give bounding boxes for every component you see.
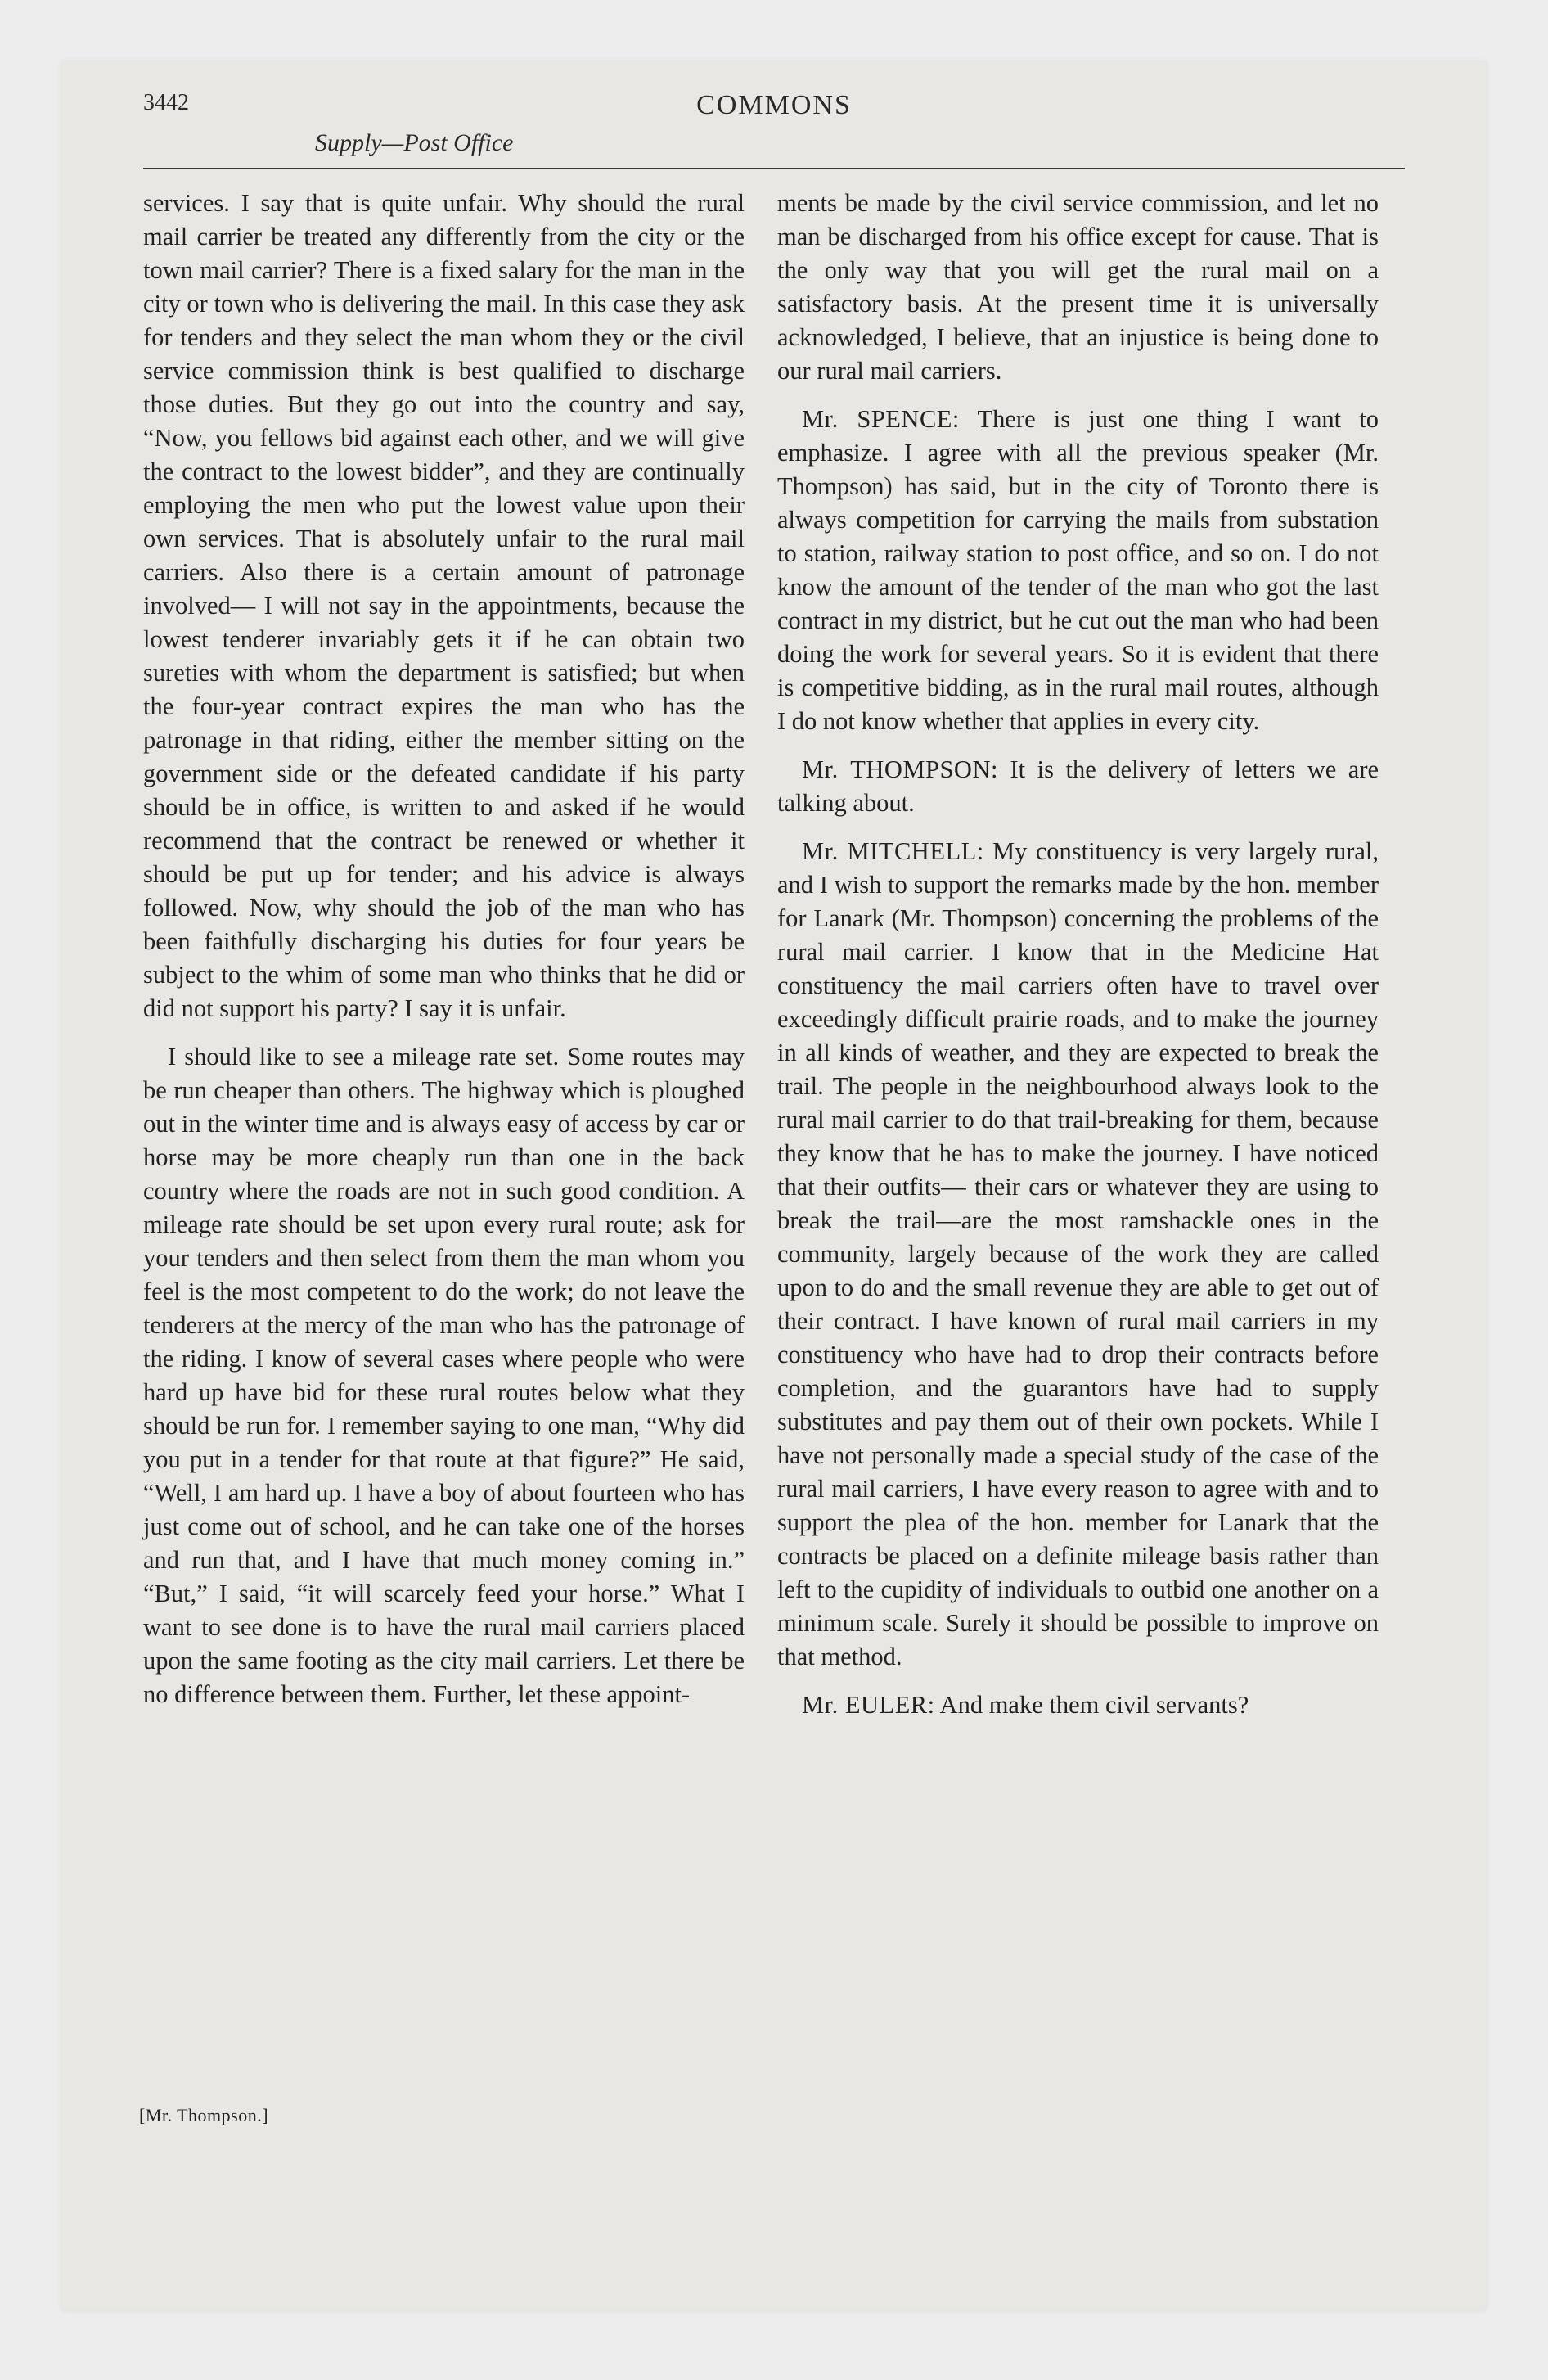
speech-text: My constituency is very largely rural, and I wish to support the remarks made by the hon. member for Lanark (Mr. Thompson) concerning the problems of the rural mail carrier. I know that in the Medicine Hat constituency the mail carriers often have to travel over exceedingly difficult prairie roads, and to make the journey in all kinds of weather, and they are expected to break the trail. The people in the neighbourhood always look to the rural mail carrier to do that trail-breaking for them, because they know that he has to make the journey. I have noticed that their outfits— their cars or whatever they are using to break the trail—are the most ramshackle ones in the community, largely because of the work they are called upon to do and the small revenue they are able to get out of their contract. I have known of rural mail carriers in my constituency who have had to drop their contracts before completion, and the guarantors have had to supply substitutes and pay them out of their own pockets. While I have not personally made a special study of the case of the rural mail carriers, I have every reason to agree with and to support the plea of the hon. member for Lanark that the contracts be placed on a definite mileage basis rather than left to the cupidity of individuals to outbid one another on a minimum scale. Surely it should be possible to improve on that method. [777, 837, 1379, 1670]
page-number: 3442 [143, 90, 189, 115]
speech-text: It is the delivery of letters we are talking about. [777, 755, 1379, 817]
speaker-name: Mr. MITCHELL: [802, 837, 984, 865]
section-subtitle: Supply—Post Office [315, 129, 514, 156]
speech-paragraph [777, 753, 1379, 820]
paragraph: services. I say that is quite unfair. Why should the rural mail carrier be treated any differently from the city or the town mail carrier? There is a fixed salary for the man in the city or town who is delivering the mail. In this case they ask for tenders and they select the man whom they or the civil service commission think is best qualified to discharge those duties. But they go out into the country and say, “Now, you fellows bid against each other, and we will give the contract to the lowest bidder”, and they are continually employing the men who put the lowest value upon their own services. That is absolutely unfair to the rural mail carriers. Also there is a certain amount of patronage involved— I will not say in the appointments, because the lowest tenderer invariably gets it if he can obtain two sureties with whom the department is satisfied; but when the four-year contract expires the man who has the patronage in that riding, either the member sitting on the government side or the defeated candidate if his party should be in office, is written to and asked if he would recommend that the contract be renewed or whether it should be put up for tender; and his advice is always followed. Now, why should the job of the man who has been faithfully discharging his duties for four years be subject to the whim of some man who thinks that he did or did not support his party? I say it is unfair. [143, 189, 745, 1022]
paragraph: I should like to see a mileage rate set. Some routes may be run cheaper than others. The highway which is ploughed out in the winter time and is always easy of access by car or horse may be more cheaply run than one in the back country where the roads are not in such good condition. A mileage rate should be set upon every rural route; ask for your tenders and then select from them the man whom you feel is the most competent to do the work; do not leave the tenderers at the mercy of the man who has the patronage of the riding. I know of several cases where people who were hard up have bid for these rural routes below what they should be run for. I remember saying to one man, “Why did you put in a tender for that route at that figure?” He said, “Well, I am hard up. I have a boy of about fourteen who has just come out of school, and he can take one of the horses and run that, and I have that much money coming in.” “But,” I said, “it will scarcely feed your horse.” What I want to see done is to have the rural mail carriers placed upon the same footing as the city mail carriers. Let there be no difference between them. Further, let these appoint- [143, 1043, 745, 1708]
speech-paragraph [777, 403, 1379, 738]
paragraph: ments be made by the civil service commission, and let no man be discharged from his office except for cause. That is the only way that you will get the rural mail on a satisfactory basis. At the present time it is universally acknowledged, I believe, that an injustice is being done to our rural mail carriers. [777, 189, 1379, 385]
running-title: COMMONS [696, 90, 852, 120]
header-divider [143, 168, 1405, 169]
speech-text: And make them civil servants? [939, 1691, 1249, 1719]
speaker-name: Mr. SPENCE: [802, 405, 960, 433]
speaker-name: Mr. EULER: [802, 1691, 935, 1719]
footer-speaker-note: [Mr. Thompson.] [139, 2105, 269, 2125]
document-page [61, 61, 1487, 2310]
page-header [143, 90, 1405, 188]
speaker-name: Mr. THOMPSON: [802, 755, 998, 783]
speech-text: There is just one thing I want to emphasize. I agree with all the previous speaker (Mr. Thompson) has said, but in the city of Toronto there is always competition for carrying the mails from substation to station, railway station to post office, and so on. I do not know the amount of the tender of the man who got the last contract in my district, but he cut out the man who had been doing the work for several years. So it is evident that there is competitive bidding, as in the rural mail routes, although I do not know whether that applies in every city. [777, 405, 1379, 735]
speech-paragraph [777, 1688, 1379, 1722]
speech-paragraph [777, 835, 1379, 1674]
left-column [143, 187, 745, 1711]
right-column [777, 187, 1379, 1722]
